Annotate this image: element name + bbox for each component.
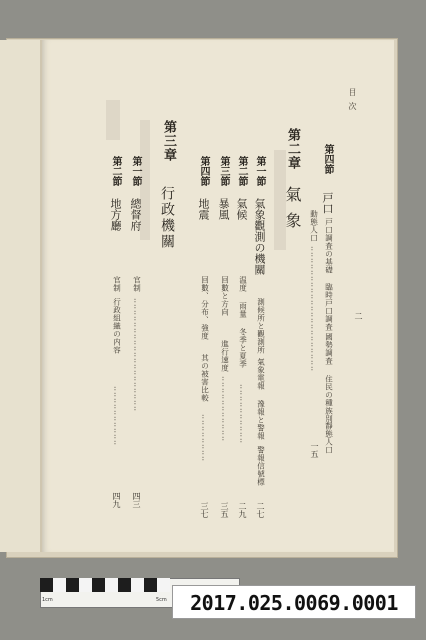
- page-ref: 三七: [200, 502, 209, 518]
- section-title: 氣候: [235, 198, 248, 220]
- scale-ruler: [40, 578, 170, 592]
- page-number: 二: [354, 312, 363, 320]
- section-title: 地震: [197, 198, 210, 220]
- ruler-label-left: 1cm: [42, 597, 53, 603]
- subtopic: 官制: [132, 276, 142, 292]
- subtopic: 住民の種族別: [324, 375, 334, 423]
- page-ref: 二七: [256, 502, 265, 518]
- subtopic: 戸口調査の基礎: [324, 218, 334, 274]
- subtopic: 靜態人口: [324, 422, 334, 454]
- subtopic: 臨時戸口調査: [324, 283, 334, 331]
- section-title: 戸口: [321, 192, 334, 214]
- leader-dots: ‥‥‥‥‥‥‥‥‥‥: [238, 384, 248, 445]
- show-through-mark: [274, 150, 286, 250]
- page-ref: 四三: [132, 492, 141, 508]
- leader-dots: ‥‥‥‥‥‥‥‥‥‥: [112, 386, 122, 447]
- subtopic: 豫報と警報: [256, 400, 266, 440]
- page-ref: 一五: [310, 442, 319, 458]
- leader-dots: ‥‥‥‥‥‥‥‥: [200, 414, 210, 463]
- chapter-title: 行政機關: [159, 186, 175, 250]
- leader-dots: ‥‥‥‥‥‥‥‥‥‥‥: [220, 376, 230, 443]
- section-label: 第二節: [110, 156, 121, 186]
- section-label: 第一節: [130, 156, 141, 186]
- page-ref: 三五: [220, 502, 229, 518]
- page-title: 目次: [348, 88, 357, 116]
- ruler-label-right: 5cm: [156, 597, 167, 603]
- subtopic: 國勢調査: [324, 333, 334, 365]
- subtopic: 回數と方向: [220, 276, 230, 316]
- subtopic: 官制: [112, 276, 122, 292]
- section-label: 第一節: [254, 156, 265, 186]
- section-title: 暴風: [217, 198, 230, 220]
- page-ref: 四九: [112, 492, 121, 508]
- section-title: 氣象觀測の機關: [253, 198, 266, 275]
- section-title: 總督府: [129, 198, 142, 231]
- subtopic: 氣象電報: [256, 358, 266, 390]
- show-through-mark: [140, 120, 150, 240]
- subtopic: 冬季と夏季: [238, 328, 248, 368]
- subtopic: 其の被害比較: [200, 354, 210, 402]
- leader-dots: ‥‥‥‥‥‥‥‥‥‥‥‥‥‥‥‥‥‥‥‥‥: [309, 246, 319, 373]
- subtopic: 雨量: [238, 302, 248, 318]
- section-label: 第四節: [198, 156, 209, 186]
- subtopic: 行政組織の内容: [112, 298, 122, 354]
- leader-dots: ‥‥‥‥‥‥‥‥‥‥‥‥‥‥‥‥‥‥‥: [132, 298, 142, 413]
- subtopic: 動態人口: [309, 210, 319, 242]
- left-page-edge: [0, 40, 44, 552]
- subtopic: 進行速度: [220, 340, 230, 372]
- subtopic: 警報信號標: [256, 446, 266, 486]
- page-ref: 二九: [238, 502, 247, 518]
- chapter-title: 氣象: [283, 186, 302, 238]
- section-title: 地方廳: [109, 198, 122, 231]
- subtopic: 測候所と觀測所: [256, 298, 266, 354]
- toc-page: [40, 40, 394, 552]
- chapter-label: 第二章: [285, 128, 300, 170]
- show-through-mark: [106, 100, 120, 140]
- chapter-label: 第三章: [161, 120, 176, 162]
- section-label: 第三節: [218, 156, 229, 186]
- subtopic: 温度: [238, 276, 248, 292]
- section-label: 第二節: [236, 156, 247, 186]
- catalog-number-label: 2017.025.0069.0001: [172, 585, 416, 619]
- section-label: 第四節: [322, 144, 333, 174]
- subtopic: 回數、分布、強度: [200, 276, 210, 340]
